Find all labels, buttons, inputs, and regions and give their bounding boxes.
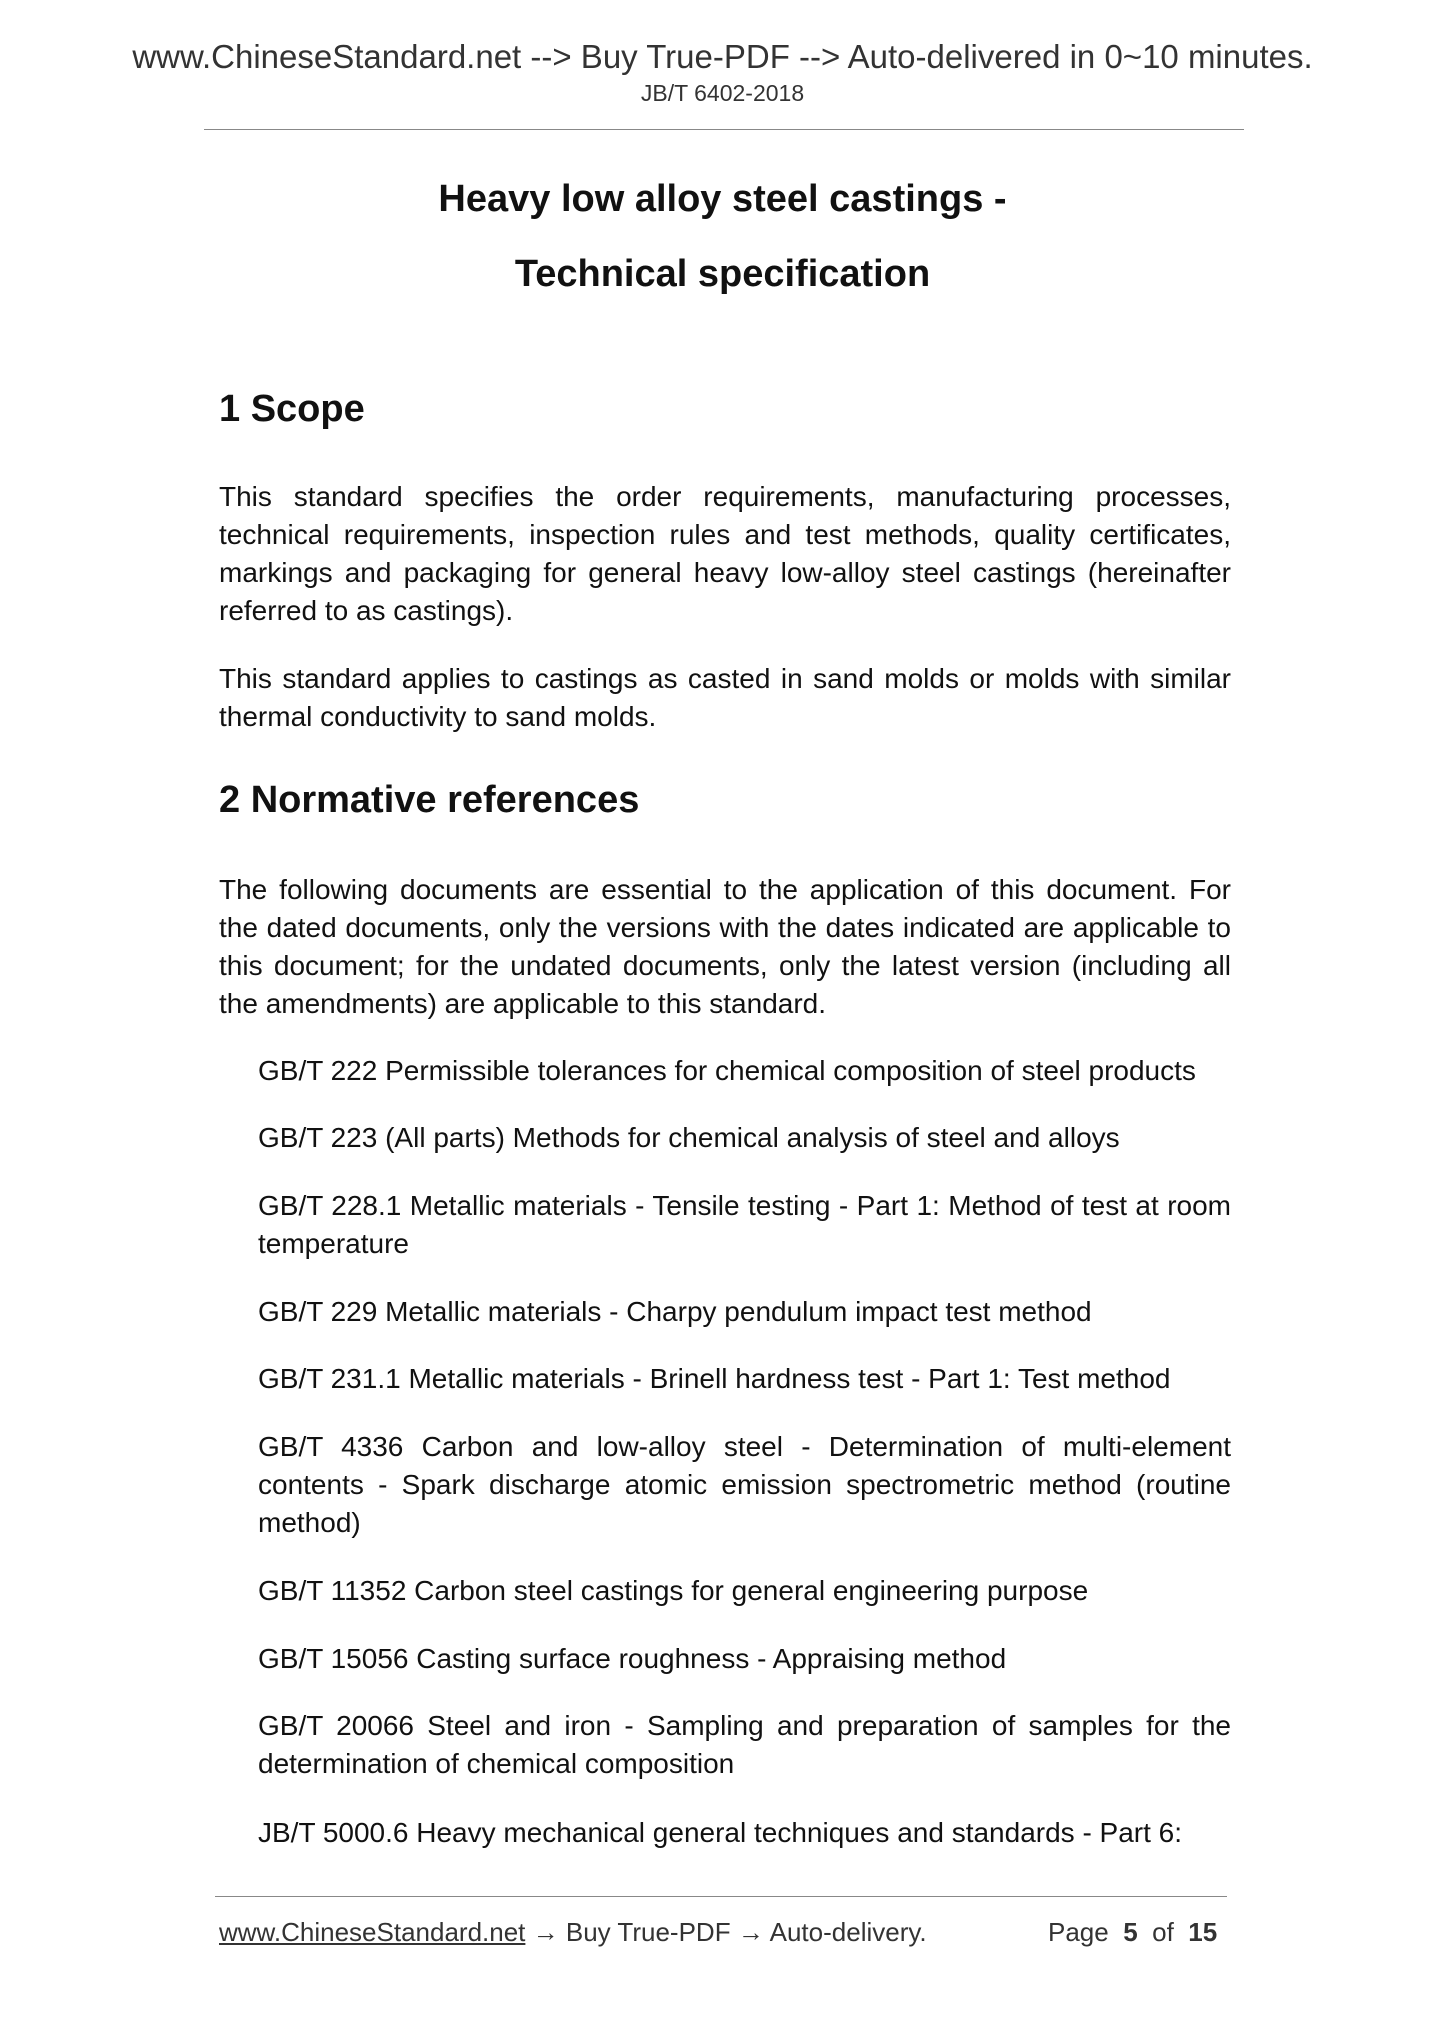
document-title-line-1: Heavy low alloy steel castings -	[438, 178, 1007, 220]
page-total: 15	[1188, 1917, 1218, 1947]
reference-item: GB/T 11352 Carbon steel castings for general engineering purpose	[258, 1575, 1089, 1606]
document-title-line-2: Technical specification	[514, 253, 931, 295]
page-label: Page	[1048, 1917, 1109, 1947]
section-heading-normative-references: 2 Normative references	[219, 779, 640, 821]
page-current: 5	[1123, 1917, 1138, 1947]
footer-delivery-text: Auto-delivery.	[769, 1917, 927, 1947]
reference-item: GB/T 15056 Casting surface roughness - Appraising method	[258, 1643, 1007, 1674]
reference-item: GB/T 4336 Carbon and low-alloy steel - Determination of multi-element contents - Spark discharge atomic emission spectrometric method (routine method)	[258, 1431, 1231, 1538]
reference-item: GB/T 223 (All parts) Methods for chemical analysis of steel and alloys	[258, 1122, 1120, 1153]
page-indicator	[1048, 1917, 1217, 1948]
references-intro-paragraph: The following documents are essential to the application of this document. For the dated documents, only the versions with the dates indicated are applicable to this document; for the undated documents, only the latest version (including all the amendments) are applicable to this standard.	[219, 874, 1231, 1019]
footer-buy-text: Buy True-PDF	[565, 1917, 731, 1947]
reference-item: GB/T 231.1 Metallic materials - Brinell hardness test - Part 1: Test method	[258, 1363, 1171, 1394]
footer-website-link[interactable]: www.ChineseStandard.net	[219, 1917, 526, 1947]
page-of-label: of	[1152, 1917, 1174, 1947]
reference-item: GB/T 222 Permissible tolerances for chemical composition of steel products	[258, 1055, 1196, 1086]
scope-paragraph-1: This standard specifies the order requirements, manufacturing processes, technical requirements, inspection rules and test methods, quality certificates, markings and packaging for general heavy low-alloy steel castings (hereinafter referred to as castings).	[219, 481, 1231, 626]
top-banner: www.ChineseStandard.net --> Buy True-PDF --> Auto-delivered in 0~10 minutes.	[132, 38, 1313, 75]
reference-item: JB/T 5000.6 Heavy mechanical general techniques and standards - Part 6:	[258, 1817, 1183, 1848]
reference-item: GB/T 229 Metallic materials - Charpy pendulum impact test method	[258, 1296, 1092, 1327]
reference-item: GB/T 20066 Steel and iron - Sampling and preparation of samples for the determination of chemical composition	[258, 1710, 1231, 1779]
reference-item: GB/T 228.1 Metallic materials - Tensile testing - Part 1: Method of test at room temperature	[258, 1190, 1231, 1259]
header-divider	[204, 129, 1244, 130]
right-arrow-icon: →	[532, 1917, 559, 1947]
right-arrow-icon: →	[737, 1917, 764, 1947]
scope-paragraph-2: This standard applies to castings as casted in sand molds or molds with similar thermal conductivity to sand molds.	[219, 663, 1231, 732]
section-heading-scope: 1 Scope	[219, 388, 365, 430]
footer-promo	[219, 1917, 927, 1948]
document-code: JB/T 6402-2018	[640, 80, 805, 106]
footer-divider	[215, 1896, 1227, 1897]
